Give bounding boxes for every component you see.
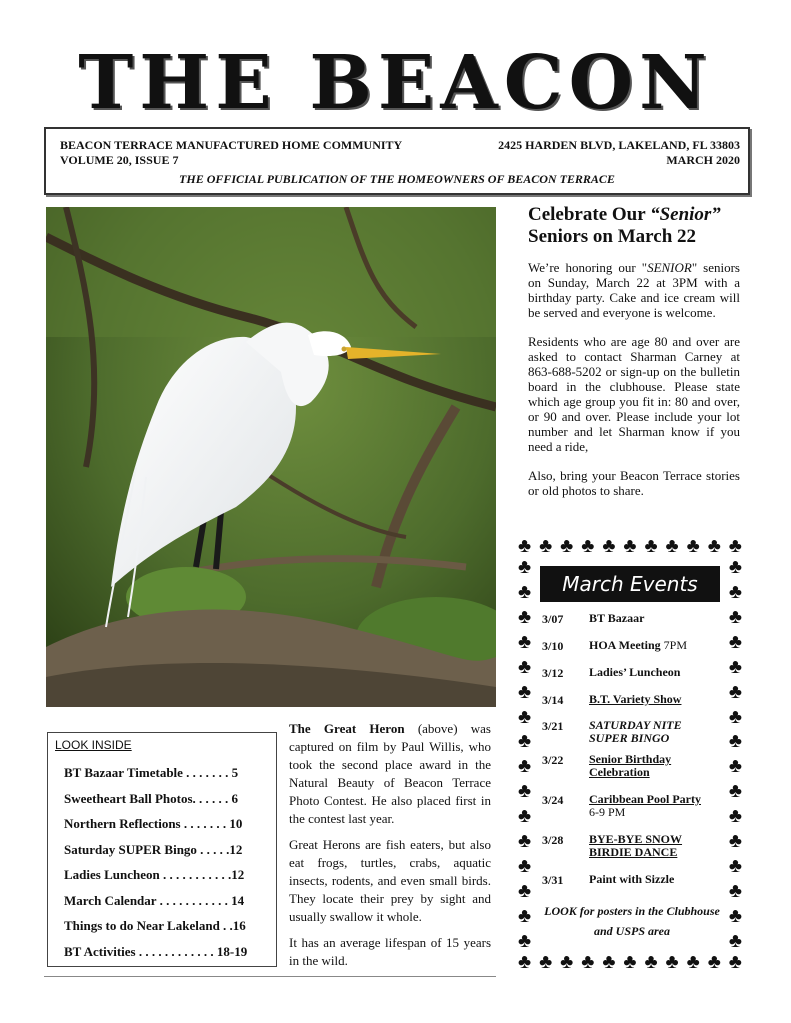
event-item: [542, 666, 722, 693]
palm-tree-icon: ♣: [728, 830, 742, 853]
article-paragraph-1: We’re honoring our "SENIOR" seniors on Sunday, March 22 at 3PM with a birthday party. Cake and ice cream will be served and everyone is welcome.: [528, 260, 740, 320]
great-heron-article: [289, 720, 491, 978]
palm-tree-icon: ♣: [518, 580, 532, 603]
event-name: Senior Birthday Celebration: [589, 752, 672, 779]
palm-tree-icon: ♣: [623, 951, 637, 973]
palm-tree-icon: ♣: [518, 929, 532, 952]
palm-tree-icon: ♣: [518, 755, 532, 778]
event-item: [542, 873, 722, 897]
palm-tree-icon: ♣: [518, 605, 532, 628]
palm-tree-icon: ♣: [728, 755, 742, 778]
event-date: 3/28: [542, 833, 564, 847]
event-name: HOA Meeting 7PM: [589, 638, 687, 652]
bottom-divider: [44, 976, 496, 977]
article-paragraph-2: Residents who are age 80 and over are asked to contact Sharman Carney at 863-688-5202 or sign-up on the bulletin board in the clubhouse. Please state which age group you fit in: 80 and over, or 90 and over. Please include your lot number and let Sharman know if you need a ride,: [528, 334, 740, 454]
event-item: [542, 719, 722, 753]
palm-tree-icon: ♣: [707, 951, 721, 973]
palm-tree-icon: ♣: [728, 630, 742, 653]
event-date: 3/10: [542, 639, 564, 653]
palm-tree-icon: ♣: [581, 951, 595, 973]
palm-tree-icon: ♣: [686, 951, 700, 973]
palm-tree-icon: ♣: [707, 535, 721, 557]
event-date: 3/24: [542, 793, 564, 807]
event-date: 3/22: [542, 753, 564, 767]
contents-item: Ladies Luncheon . . . . . . . . . . .12: [64, 867, 245, 882]
palm-tree-icon: ♣: [728, 605, 742, 628]
palm-tree-icon: ♣: [728, 655, 742, 678]
palm-tree-icon: ♣: [518, 855, 532, 878]
palm-tree-icon: ♣: [602, 951, 616, 973]
palm-tree-icon: ♣: [518, 730, 532, 753]
article-headline: Celebrate Our “Senior” Seniors on March 22: [528, 204, 721, 247]
article-paragraph-3: Also, bring your Beacon Terrace stories or old photos to share.: [528, 468, 740, 498]
palm-tree-icon: ♣: [581, 535, 595, 557]
event-name: B.T. Variety Show: [589, 692, 682, 706]
contents-item: Sweetheart Ball Photos. . . . . . 6: [64, 790, 239, 806]
palm-border-top: [518, 534, 742, 558]
contents-item: Northern Reflections . . . . . . . 10: [64, 816, 243, 831]
march-events-box: [518, 534, 742, 974]
palm-tree-icon: ♣: [665, 535, 679, 557]
palm-tree-icon: ♣: [728, 855, 742, 878]
palm-tree-icon: ♣: [728, 904, 742, 927]
palm-tree-icon: ♣: [728, 680, 742, 703]
heron-paragraph-1: The Great Heron (above) was captured on film by Paul Willis, who took the second place award in the Natural Beauty of Beacon Terrace Photo Contest. He also placed first in the contest last year.: [289, 721, 491, 826]
contents-item: BT Bazaar Timetable . . . . . . . 5: [64, 765, 239, 780]
event-item: [542, 639, 722, 666]
palm-tree-icon: ♣: [518, 805, 532, 828]
contents-item: Saturday SUPER Bingo . . . . .12: [64, 841, 243, 857]
palm-tree-icon: ♣: [728, 929, 742, 952]
palm-border-left: [518, 556, 531, 952]
palm-tree-icon: ♣: [728, 535, 742, 557]
palm-tree-icon: ♣: [728, 556, 742, 578]
heron-paragraph-3: It has an average lifespan of 15 years in the wild.: [289, 935, 491, 968]
look-inside-box: [47, 732, 277, 967]
palm-tree-icon: ♣: [518, 705, 532, 728]
palm-tree-icon: ♣: [665, 951, 679, 973]
heron-photo: [46, 207, 496, 707]
contents-item: March Calendar . . . . . . . . . . . 14: [64, 892, 245, 908]
community-address: 2425 HARDEN BLVD, LAKELAND, FL 33803: [498, 138, 740, 152]
palm-tree-icon: ♣: [560, 535, 574, 557]
heron-title: The Great Heron: [289, 721, 405, 736]
palm-tree-icon: ♣: [560, 951, 574, 973]
contents-item: BT Activities . . . . . . . . . . . . 18-19: [64, 943, 248, 959]
palm-tree-icon: ♣: [518, 630, 532, 653]
palm-tree-icon: ♣: [518, 879, 532, 902]
masthead-title: THE BEACON: [78, 40, 713, 126]
event-item: [542, 793, 722, 833]
event-date: 3/31: [542, 873, 564, 887]
event-date: 3/14: [542, 693, 564, 707]
event-date: 3/12: [542, 666, 564, 680]
palm-tree-icon: ♣: [518, 556, 532, 578]
issue-date: MARCH 2020: [666, 153, 740, 167]
publication-tagline: THE OFFICIAL PUBLICATION OF THE HOMEOWNERS OF BEACON TERRACE: [179, 172, 615, 186]
senior-celebration-article: [528, 204, 740, 512]
contents-list: [64, 765, 247, 969]
event-item: [542, 693, 722, 719]
palm-tree-icon: ♣: [728, 805, 742, 828]
palm-tree-icon: ♣: [728, 879, 742, 902]
heron-paragraph-2: Great Herons are fish eaters, but also eat frogs, turtles, crabs, aquatic insects, rodents, and even small birds. They locate their prey by sight and usually swallow it whole.: [289, 837, 491, 924]
event-date: 3/07: [542, 612, 564, 626]
palm-tree-icon: ♣: [623, 535, 637, 557]
event-item: [542, 612, 722, 639]
event-name: Ladies’ Luncheon: [589, 665, 681, 679]
event-name: SATURDAY NITE SUPER BINGO: [589, 718, 682, 745]
header-info-box: [44, 127, 750, 195]
palm-tree-icon: ♣: [518, 904, 532, 927]
event-name: BYE-BYE SNOW BIRDIE DANCE: [589, 832, 683, 859]
palm-tree-icon: ♣: [518, 951, 532, 973]
palm-tree-icon: ♣: [728, 951, 742, 973]
palm-tree-icon: ♣: [728, 780, 742, 803]
palm-tree-icon: ♣: [518, 830, 532, 853]
events-list: [542, 612, 722, 897]
march-events-title: March Events: [540, 566, 720, 602]
palm-tree-icon: ♣: [644, 535, 658, 557]
palm-tree-icon: ♣: [728, 580, 742, 603]
event-name: Paint with Sizzle: [589, 872, 675, 886]
events-footer-note: LOOK for posters in the Clubhouse and USPS area: [544, 904, 720, 938]
palm-tree-icon: ♣: [602, 535, 616, 557]
palm-tree-icon: ♣: [728, 705, 742, 728]
palm-tree-icon: ♣: [539, 951, 553, 973]
heron-illustration: [46, 207, 496, 707]
event-item: [542, 753, 722, 793]
look-inside-label: LOOK INSIDE: [55, 738, 132, 752]
volume-issue: VOLUME 20, ISSUE 7: [60, 153, 179, 167]
palm-tree-icon: ♣: [644, 951, 658, 973]
event-date: 3/21: [542, 719, 564, 733]
contents-item: Things to do Near Lakeland . .16: [64, 918, 246, 933]
palm-border-right: [729, 556, 742, 952]
palm-tree-icon: ♣: [518, 780, 532, 803]
event-item: [542, 833, 722, 873]
palm-tree-icon: ♣: [518, 655, 532, 678]
palm-tree-icon: ♣: [728, 730, 742, 753]
palm-tree-icon: ♣: [518, 535, 532, 557]
palm-tree-icon: ♣: [539, 535, 553, 557]
palm-tree-icon: ♣: [686, 535, 700, 557]
palm-border-bottom: [518, 950, 742, 974]
community-name: BEACON TERRACE MANUFACTURED HOME COMMUNITY: [60, 138, 403, 152]
event-name: Caribbean Pool Party 6-9 PM: [589, 792, 701, 819]
event-name: BT Bazaar: [589, 611, 645, 625]
palm-tree-icon: ♣: [518, 680, 532, 703]
